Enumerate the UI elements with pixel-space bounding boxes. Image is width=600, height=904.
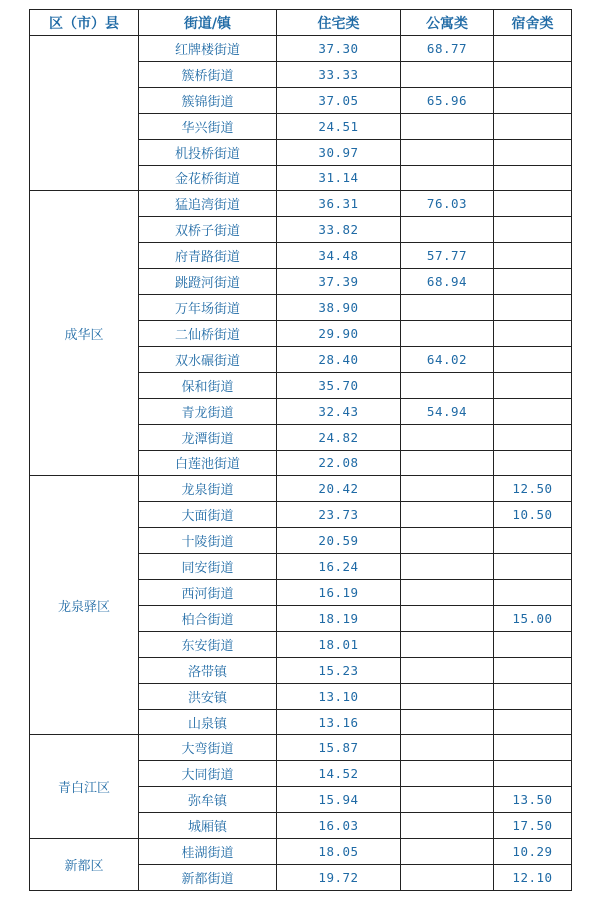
residential-cell: 20.42 <box>277 476 401 502</box>
street-cell: 弥牟镇 <box>139 787 277 813</box>
apartment-cell <box>401 61 494 87</box>
residential-cell: 16.03 <box>277 813 401 839</box>
residential-cell: 16.24 <box>277 554 401 580</box>
table-row <box>30 476 572 502</box>
street-cell: 机投桥街道 <box>139 139 277 165</box>
residential-cell: 37.39 <box>277 269 401 295</box>
street-cell: 大同街道 <box>139 761 277 787</box>
street-cell: 白莲池街道 <box>139 450 277 476</box>
apartment-cell: 76.03 <box>401 191 494 217</box>
street-cell: 万年场街道 <box>139 295 277 321</box>
residential-cell: 15.23 <box>277 657 401 683</box>
residential-cell: 23.73 <box>277 502 401 528</box>
dormitory-cell <box>494 269 572 295</box>
dormitory-cell <box>494 580 572 606</box>
dormitory-cell <box>494 398 572 424</box>
street-cell: 洪安镇 <box>139 683 277 709</box>
residential-cell: 35.70 <box>277 372 401 398</box>
table-row <box>30 36 572 62</box>
dormitory-cell: 10.29 <box>494 839 572 865</box>
residential-cell: 36.31 <box>277 191 401 217</box>
dormitory-cell <box>494 295 572 321</box>
dormitory-cell: 10.50 <box>494 502 572 528</box>
dormitory-cell <box>494 191 572 217</box>
residential-cell: 34.48 <box>277 243 401 269</box>
table-body <box>30 36 572 891</box>
apartment-cell <box>401 709 494 735</box>
dormitory-cell <box>494 243 572 269</box>
residential-cell: 24.82 <box>277 424 401 450</box>
street-cell: 金花桥街道 <box>139 165 277 191</box>
street-cell: 西河街道 <box>139 580 277 606</box>
residential-cell: 13.16 <box>277 709 401 735</box>
apartment-cell: 54.94 <box>401 398 494 424</box>
street-cell: 簇锦街道 <box>139 87 277 113</box>
street-cell: 东安街道 <box>139 631 277 657</box>
street-cell: 桂湖街道 <box>139 839 277 865</box>
header-dormitory: 宿舍类 <box>494 10 572 36</box>
header-row <box>30 10 572 36</box>
residential-cell: 32.43 <box>277 398 401 424</box>
apartment-cell <box>401 865 494 891</box>
dormitory-cell <box>494 709 572 735</box>
dormitory-cell: 12.50 <box>494 476 572 502</box>
residential-cell: 33.33 <box>277 61 401 87</box>
dormitory-cell <box>494 761 572 787</box>
apartment-cell <box>401 735 494 761</box>
street-cell: 大弯街道 <box>139 735 277 761</box>
residential-cell: 38.90 <box>277 295 401 321</box>
residential-cell: 33.82 <box>277 217 401 243</box>
dormitory-cell <box>494 217 572 243</box>
apartment-cell <box>401 683 494 709</box>
street-cell: 柏合街道 <box>139 605 277 631</box>
street-cell: 双水碾街道 <box>139 346 277 372</box>
dormitory-cell: 17.50 <box>494 813 572 839</box>
dormitory-cell <box>494 61 572 87</box>
dormitory-cell <box>494 735 572 761</box>
apartment-cell <box>401 528 494 554</box>
residential-cell: 15.94 <box>277 787 401 813</box>
dormitory-cell <box>494 36 572 62</box>
residential-cell: 19.72 <box>277 865 401 891</box>
street-cell: 猛追湾街道 <box>139 191 277 217</box>
residential-cell: 15.87 <box>277 735 401 761</box>
street-cell: 大面街道 <box>139 502 277 528</box>
apartment-cell <box>401 502 494 528</box>
dormitory-cell <box>494 139 572 165</box>
apartment-cell <box>401 657 494 683</box>
apartment-cell <box>401 761 494 787</box>
residential-cell: 24.51 <box>277 113 401 139</box>
apartment-cell <box>401 424 494 450</box>
table-row <box>30 735 572 761</box>
apartment-cell: 68.77 <box>401 36 494 62</box>
apartment-cell <box>401 813 494 839</box>
dormitory-cell <box>494 450 572 476</box>
street-cell: 城厢镇 <box>139 813 277 839</box>
apartment-cell <box>401 450 494 476</box>
apartment-cell <box>401 139 494 165</box>
district-cell: 青白江区 <box>30 735 139 839</box>
street-cell: 红牌楼街道 <box>139 36 277 62</box>
apartment-cell <box>401 631 494 657</box>
street-cell: 洛带镇 <box>139 657 277 683</box>
residential-cell: 28.40 <box>277 346 401 372</box>
apartment-cell: 68.94 <box>401 269 494 295</box>
dormitory-cell <box>494 113 572 139</box>
residential-cell: 20.59 <box>277 528 401 554</box>
apartment-cell <box>401 476 494 502</box>
apartment-cell: 57.77 <box>401 243 494 269</box>
dormitory-cell <box>494 87 572 113</box>
residential-cell: 18.05 <box>277 839 401 865</box>
district-cell: 龙泉驿区 <box>30 476 139 735</box>
street-cell: 保和街道 <box>139 372 277 398</box>
street-cell: 青龙街道 <box>139 398 277 424</box>
dormitory-cell <box>494 631 572 657</box>
dormitory-cell: 13.50 <box>494 787 572 813</box>
residential-cell: 37.05 <box>277 87 401 113</box>
apartment-cell <box>401 372 494 398</box>
dormitory-cell <box>494 424 572 450</box>
residential-cell: 30.97 <box>277 139 401 165</box>
apartment-cell <box>401 554 494 580</box>
residential-cell: 29.90 <box>277 320 401 346</box>
apartment-cell <box>401 605 494 631</box>
dormitory-cell: 12.10 <box>494 865 572 891</box>
header-street: 街道/镇 <box>139 10 277 36</box>
street-cell: 龙潭街道 <box>139 424 277 450</box>
street-cell: 二仙桥街道 <box>139 320 277 346</box>
dormitory-cell <box>494 165 572 191</box>
street-cell: 新都街道 <box>139 865 277 891</box>
dormitory-cell <box>494 346 572 372</box>
street-cell: 华兴街道 <box>139 113 277 139</box>
dormitory-cell: 15.00 <box>494 605 572 631</box>
header-apartment: 公寓类 <box>401 10 494 36</box>
table-row <box>30 191 572 217</box>
street-cell: 簇桥街道 <box>139 61 277 87</box>
apartment-cell <box>401 580 494 606</box>
street-cell: 山泉镇 <box>139 709 277 735</box>
district-cell <box>30 36 139 191</box>
apartment-cell <box>401 165 494 191</box>
residential-cell: 22.08 <box>277 450 401 476</box>
residential-cell: 13.10 <box>277 683 401 709</box>
apartment-cell: 64.02 <box>401 346 494 372</box>
dormitory-cell <box>494 657 572 683</box>
apartment-cell <box>401 839 494 865</box>
header-residential: 住宅类 <box>277 10 401 36</box>
dormitory-cell <box>494 554 572 580</box>
residential-cell: 37.30 <box>277 36 401 62</box>
street-cell: 跳蹬河街道 <box>139 269 277 295</box>
dormitory-cell <box>494 528 572 554</box>
residential-cell: 31.14 <box>277 165 401 191</box>
district-cell: 成华区 <box>30 191 139 476</box>
residential-cell: 14.52 <box>277 761 401 787</box>
street-cell: 双桥子街道 <box>139 217 277 243</box>
header-district: 区（市）县 <box>30 10 139 36</box>
dormitory-cell <box>494 372 572 398</box>
table-header <box>30 10 572 36</box>
dormitory-cell <box>494 320 572 346</box>
apartment-cell <box>401 113 494 139</box>
apartment-cell <box>401 217 494 243</box>
apartment-cell <box>401 787 494 813</box>
residential-cell: 18.19 <box>277 605 401 631</box>
apartment-cell <box>401 295 494 321</box>
street-cell: 龙泉街道 <box>139 476 277 502</box>
street-cell: 府青路街道 <box>139 243 277 269</box>
residential-cell: 16.19 <box>277 580 401 606</box>
table-row <box>30 839 572 865</box>
street-cell: 同安街道 <box>139 554 277 580</box>
street-cell: 十陵街道 <box>139 528 277 554</box>
rent-table <box>29 9 572 891</box>
district-cell: 新都区 <box>30 839 139 891</box>
dormitory-cell <box>494 683 572 709</box>
apartment-cell: 65.96 <box>401 87 494 113</box>
apartment-cell <box>401 320 494 346</box>
residential-cell: 18.01 <box>277 631 401 657</box>
